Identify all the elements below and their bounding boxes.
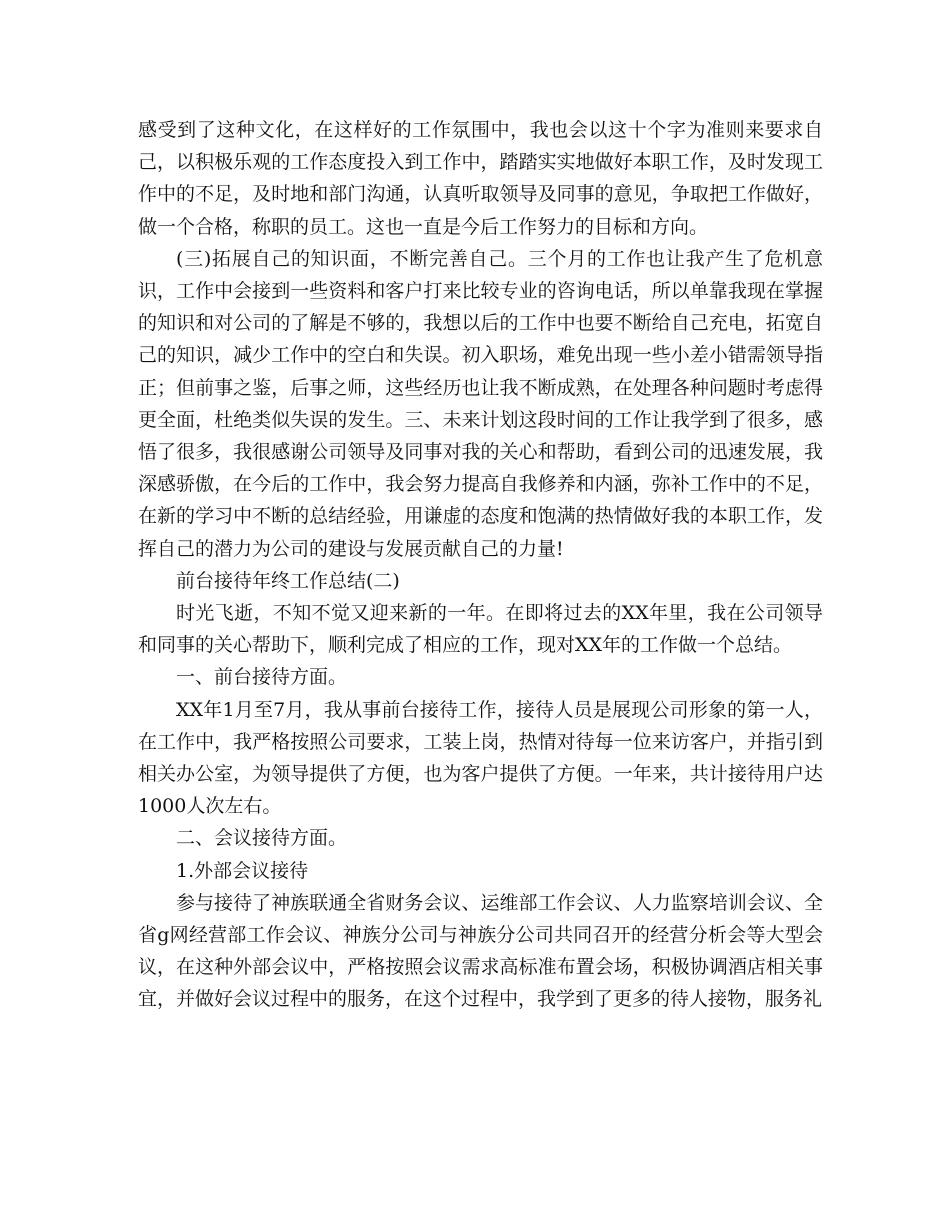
subheading-meetings: 二、会议接待方面。: [176, 827, 348, 850]
subheading-reception: 一、前台接待方面。: [176, 666, 348, 689]
paragraph-2: (三)拓展自己的知识面，不断完善自己。三个月的工作也让我产生了危机意识，工作中会接到一些资料和客户打来比较专业的咨询电话，所以单靠我现在掌握的知识和对公司的了解是不够的，我想以后的工作中也要不断给自己充电，拓宽自己的知识，减少工作中的空白和失误。初入职场，难免出现一些小差小错需领导指正；但前事之鉴，后事之师，这些经历也让我不断成熟，在处理各种问题时考虑得更全面，杜绝类似失误的发生。三、未来计划这段时间的工作让我学到了很多，感悟了很多，我很感谢公司领导及同事对我的关心和帮助，看到公司的迅速发展，我深感骄傲，在今后的工作中，我会努力提高自我修养和内涵，弥补工作中的不足，在新的学习中不断的总结经验，用谦虚的态度和饱满的热情做好我的本职工作，发挥自己的潜力为公司的建设与发展贡献自己的力量!: [138, 247, 823, 560]
document-body: [138, 114, 823, 1016]
section-heading-2: 前台接待年终工作总结(二): [176, 569, 400, 592]
subheading-external-meetings: 1.外部会议接待: [176, 859, 309, 882]
paragraph-4: XX年1月至7月，我从事前台接待工作，接待人员是展现公司形象的第一人，在工作中，我严格按照公司要求，工装上岗，热情对待每一位来访客户，并指引到相关办公室，为领导提供了方便，也为客户提供了方便。一年来，共计接待用户达1000人次左右。: [138, 698, 823, 818]
paragraph-5: 参与接待了神族联通全省财务会议、运维部工作会议、人力监察培训会议、全省g网经营部工作会议、神族分公司与神族分公司共同召开的经营分析会等大型会议，在这种外部会议中，严格按照会议需求高标准布置会场，积极协调酒店相关事宜，并做好会议过程中的服务，在这个过程中，我学到了更多的待人接物，服务礼: [138, 891, 823, 1011]
paragraph-3: 时光飞逝，不知不觉又迎来新的一年。在即将过去的XX年里，我在公司领导和同事的关心帮助下，顺利完成了相应的工作，现对XX年的工作做一个总结。: [138, 602, 823, 657]
paragraph-1: 感受到了这种文化，在这样好的工作氛围中，我也会以这十个字为准则来要求自己，以积极乐观的工作态度投入到工作中，踏踏实实地做好本职工作，及时发现工作中的不足，及时地和部门沟通，认真听取领导及同事的意见，争取把工作做好，做一个合格，称职的员工。这也一直是今后工作努力的目标和方向。: [138, 119, 823, 238]
